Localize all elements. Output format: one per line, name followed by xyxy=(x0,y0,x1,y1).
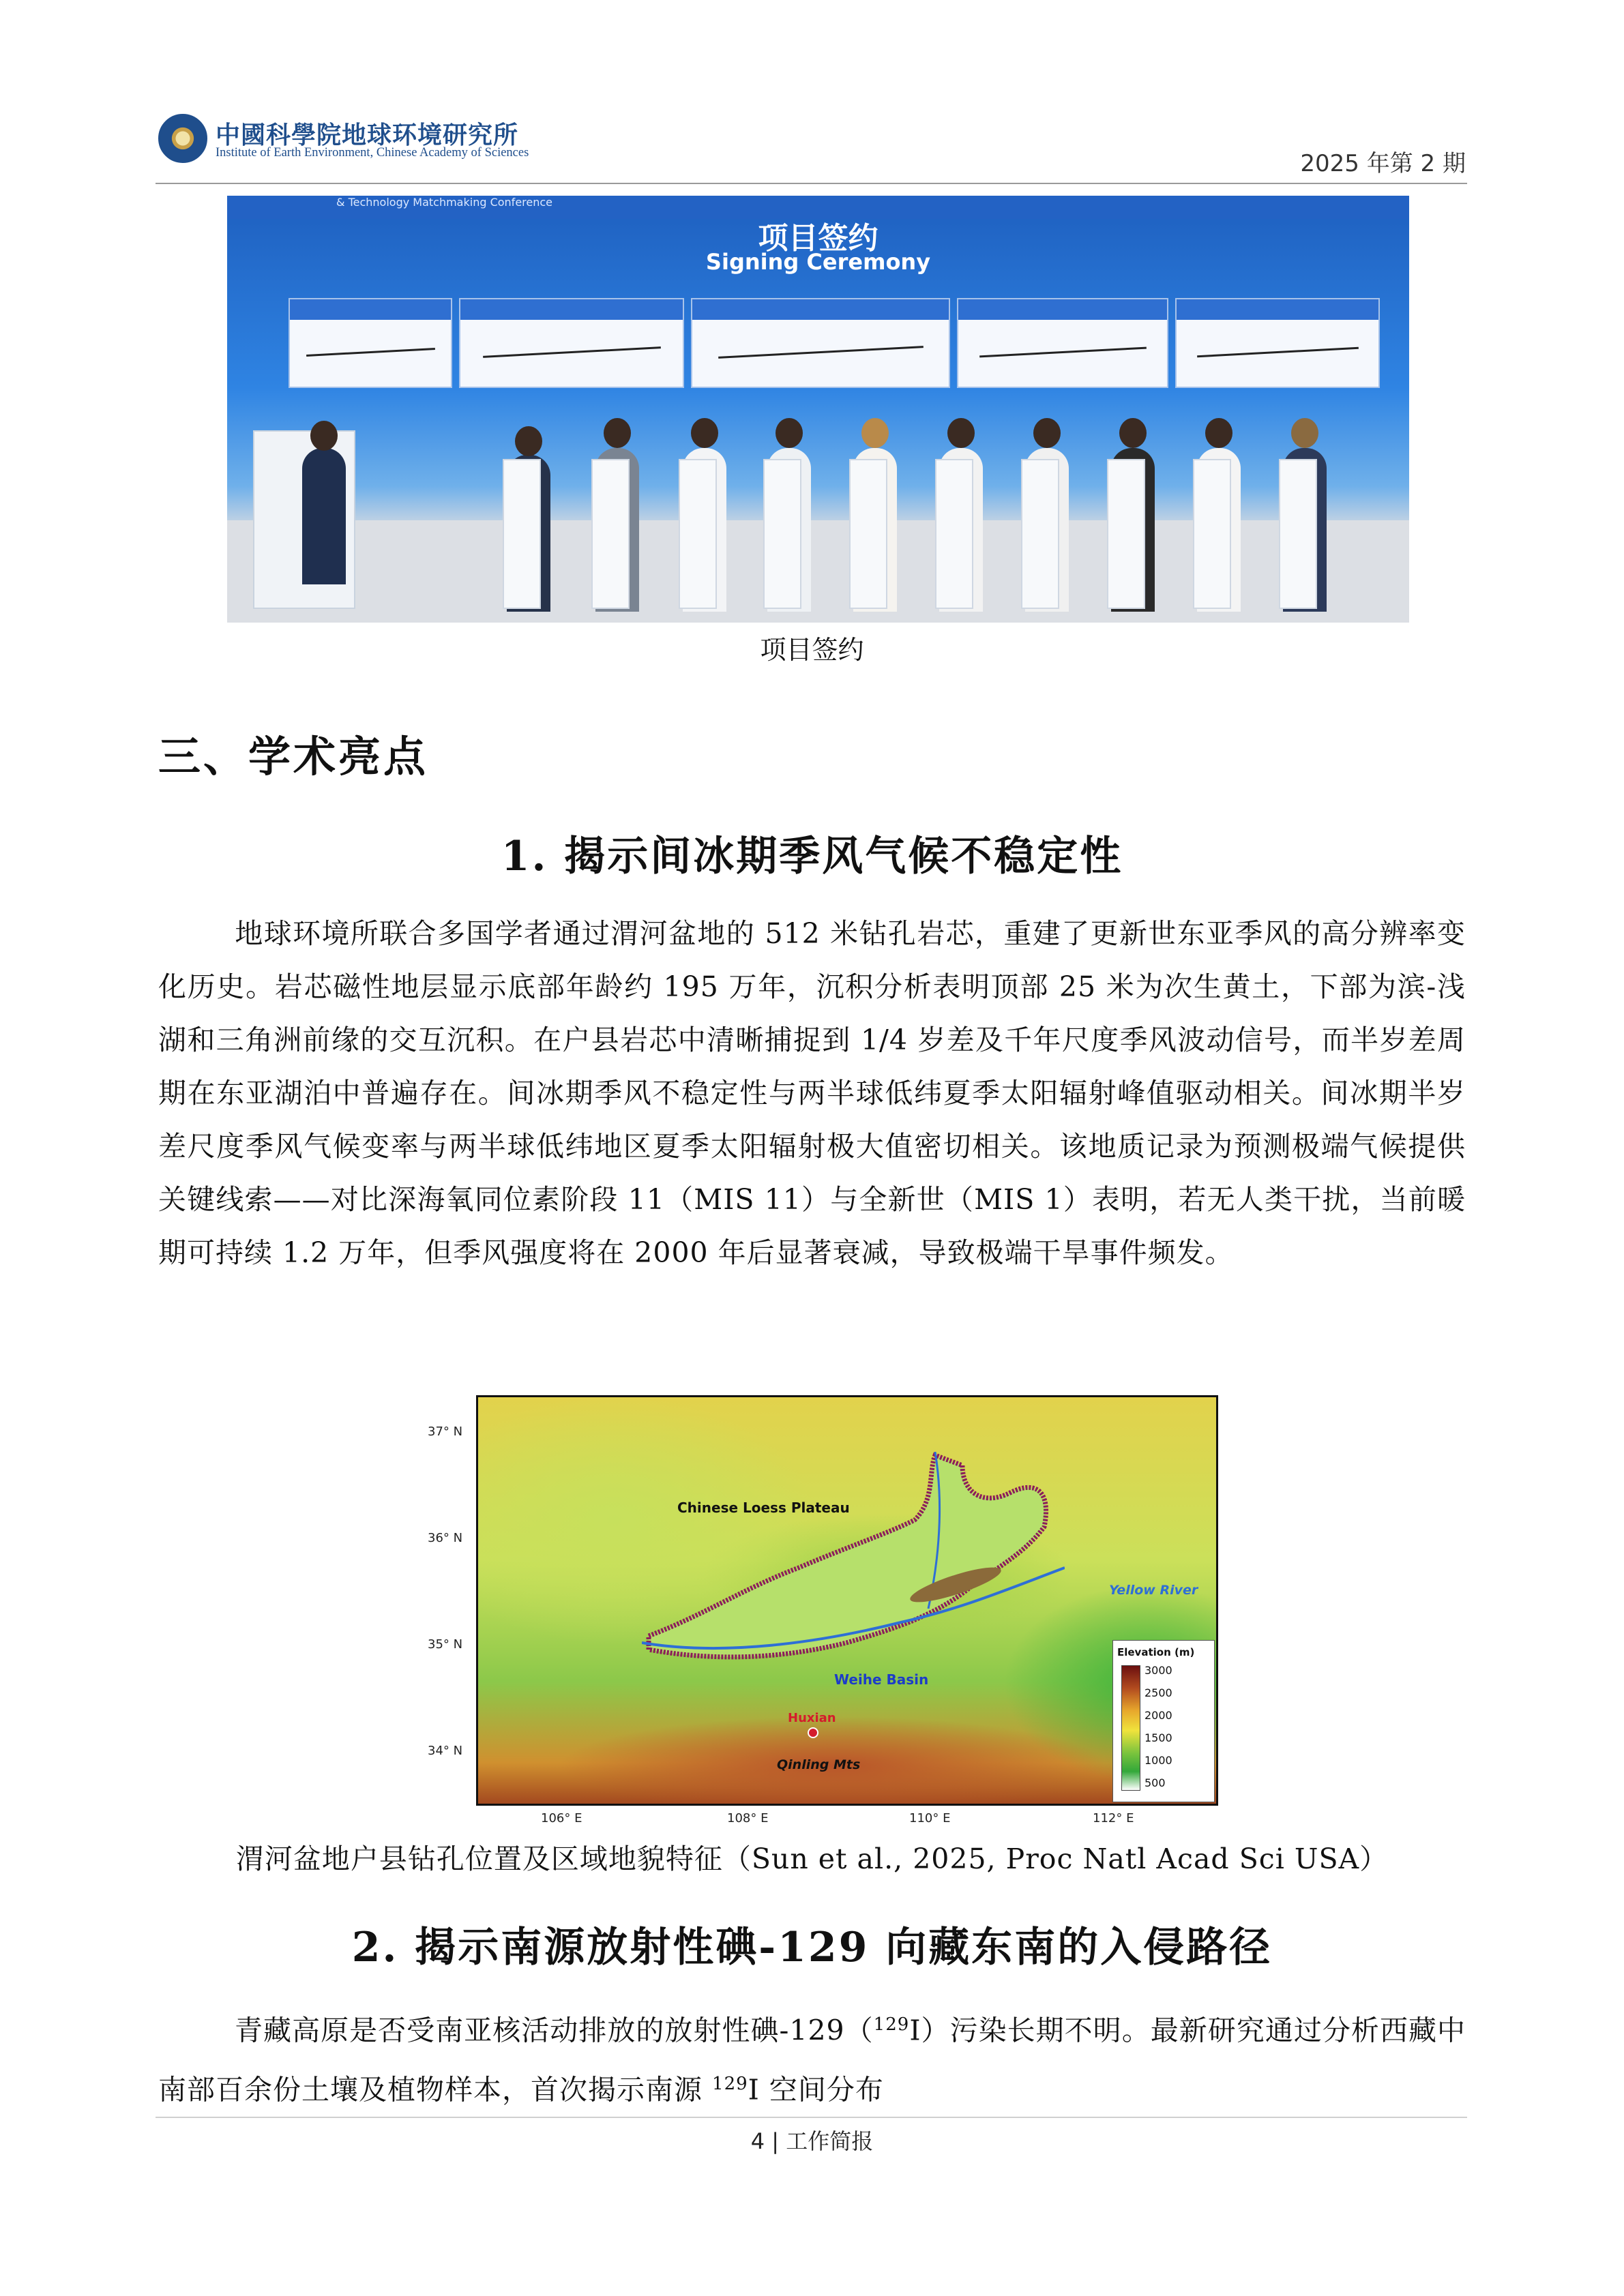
banner-title-en: Signing Ceremony xyxy=(705,249,931,275)
legend-tick: 2500 xyxy=(1145,1686,1172,1699)
legend-colorbar xyxy=(1121,1665,1140,1791)
legend-tick: 500 xyxy=(1145,1776,1166,1789)
lon-label: 112° E xyxy=(1093,1811,1134,1825)
article2-body: 青藏高原是否受南亚核活动排放的放射性碘-129（$^{129}$I）污染长期不明。最新研究通过分析西藏中南部百余份土壤及植物样本，首次揭示南源 $^{129}$I 空间分布 xyxy=(158,2014,1466,2106)
lon-label: 106° E xyxy=(541,1811,582,1825)
weihe-basin-label: Weihe Basin xyxy=(834,1671,929,1688)
lat-label: 36° N xyxy=(428,1531,463,1545)
elevation-legend xyxy=(1112,1640,1215,1802)
legend-tick: 1000 xyxy=(1145,1754,1172,1767)
agreement-board xyxy=(957,298,1168,388)
signing-stand xyxy=(849,459,887,609)
header-divider xyxy=(156,183,1467,184)
org-name-cn: 中國科學院地球环境研究所 xyxy=(216,121,519,149)
person xyxy=(302,448,346,584)
qinling-label: Qinling Mts xyxy=(777,1757,861,1772)
lat-label: 37° N xyxy=(428,1425,463,1439)
banner-subtitle: & Technology Matchmaking Conference xyxy=(336,196,553,209)
signing-ceremony-photo xyxy=(227,196,1409,623)
agreement-board xyxy=(289,298,452,388)
photo-caption: 项目签约 xyxy=(760,635,864,665)
page-footer: 4 | 工作简报 xyxy=(750,2128,874,2154)
signing-stand xyxy=(935,459,973,609)
legend-title: Elevation (m) xyxy=(1117,1646,1195,1658)
map-caption: 渭河盆地户县钻孔位置及区域地貌特征（Sun et al., 2025, Proc Natl Acad Sci USA） xyxy=(235,1843,1389,1875)
signing-stand xyxy=(503,459,541,609)
section-title: 三、学术亮点 xyxy=(158,732,429,781)
legend-tick: 3000 xyxy=(1145,1664,1172,1677)
article2-title: 2. 揭示南源放射性碘-129 向藏东南的入侵路径 xyxy=(351,1924,1273,1971)
lat-label: 34° N xyxy=(428,1744,463,1758)
weihe-basin-map xyxy=(476,1395,1218,1806)
legend-tick: 2000 xyxy=(1145,1709,1172,1722)
lon-label: 108° E xyxy=(727,1811,769,1825)
lat-label: 35° N xyxy=(428,1637,463,1652)
loess-plateau-label: Chinese Loess Plateau xyxy=(677,1500,850,1516)
signing-stand xyxy=(1107,459,1145,609)
org-name-en: Institute of Earth Environment, Chinese Academy of Sciences xyxy=(216,146,529,160)
agreement-board xyxy=(691,298,950,388)
issue-label: 2025 年第 2 期 xyxy=(1300,150,1466,177)
huxian-label: Huxian xyxy=(788,1711,836,1725)
huxian-marker xyxy=(808,1727,818,1738)
yellow-river-label: Yellow River xyxy=(1109,1583,1198,1598)
agreement-board xyxy=(459,298,684,388)
signing-stand xyxy=(591,459,630,609)
agreement-board xyxy=(1175,298,1380,388)
footer-divider xyxy=(156,2117,1467,2118)
signing-stand xyxy=(1279,459,1317,609)
institute-logo xyxy=(158,114,207,163)
article1-body: 地球环境所联合多国学者通过渭河盆地的 512 米钻孔岩芯，重建了更新世东亚季风的高分辨率变化历史。岩芯磁性地层显示底部年龄约 195 万年，沉积分析表明顶部 25 米为次生黄土，下部为滨-浅湖和三角洲前缘的交互沉积。在户县岩芯中清晰捕捉到 1/4 岁差及千年尺度季风波动信号，而半岁差周期在东亚湖泊中普遍存在。间冰期季风不稳定性与两半球低纬夏季太阳辐射峰值驱动相关。间冰期半岁差尺度季风气候变率与两半球低纬地区夏季太阳辐射极大值密切相关。该地质记录为预测极端气候提供关键线索——对比深海氧同位素阶段 11（MIS 11）与全新世（MIS 1）表明，若无人类干扰，当前暖期可持续 1.2 万年，但季风强度将在 2000 年后显著衰减，导致极端干旱事件频发。 xyxy=(158,917,1466,1269)
article1-title: 1. 揭示间冰期季风气候不稳定性 xyxy=(501,833,1123,880)
signing-stand xyxy=(1021,459,1059,609)
banner-title-cn: 项目签约 xyxy=(758,221,879,256)
signing-stand xyxy=(763,459,801,609)
lon-label: 110° E xyxy=(909,1811,951,1825)
legend-tick: 1500 xyxy=(1145,1731,1172,1744)
signing-stand xyxy=(679,459,717,609)
signing-stand xyxy=(1193,459,1231,609)
basin-outline xyxy=(642,1452,1065,1697)
